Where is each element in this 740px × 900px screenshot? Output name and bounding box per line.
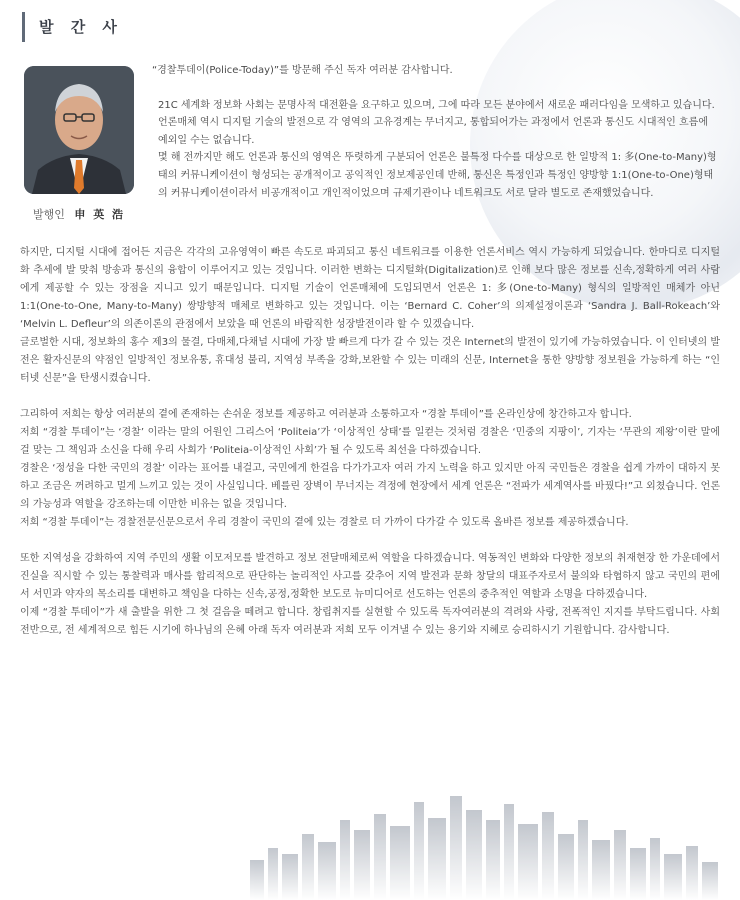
publisher-caption (33, 206, 125, 222)
body-paragraph-4: 저희 “경찰 투데이”는 ‘경찰’ 이라는 말의 어원인 그리스어 ‘Politeia’가 ‘이상적인 상태’를 일컫는 것처럼 경찰은 ‘민중의 지팡이’, 기자는 ‘무관의 제왕’이란 말에 걸 맞는 그 책임과 소신을 다해 우리 사회가 ‘Politeia-이상적인 사회’가 될 수 있도록 최선을 다하겠습니다. (20, 427, 720, 456)
greeting-text: “경찰투데이(Police-Today)”를 방문해 주신 독자 여러분 감사합니다. (152, 65, 453, 76)
intro-paragraph-1: 21C 세계화 정보화 사회는 문명사적 대전환을 요구하고 있으며, 그에 따라 모든 분야에서 새로운 패러다임을 모색하고 있습니다. 언론매체 역시 디지털 기술의 발전으로 각 영역의 고유경계는 무너지고, 통합되어가는 과정에서 언론과 통신도 시대적인 흐름에 예외일 수는 없습니다. (158, 99, 715, 146)
portrait-illustration (24, 66, 134, 194)
intro-section (150, 62, 720, 202)
body-paragraph-6: 저희 “경찰 투데이”는 경찰전문신문으로서 우리 경찰이 국민의 곁에 있는 경찰로 더 가까이 다가갈 수 있도록 올바른 정보를 제공하겠습니다. (20, 517, 629, 528)
body-paragraph-2: 글로벌한 시대, 정보화의 홍수 제3의 물결, 다매체,다채널 시대에 가장 발 빠르게 다가 갈 수 있는 것은 Internet의 발전이 있기에 가능하였습니다. 이 인터넷의 발전은 활자신문의 약점인 일방적인 정보유통, 휴대성 불리, 지역성 부족을 강화,보완할 수 있는 미래의 신문, Internet을 통한 양방향 정보원을 가능하게 하는 “인터넷 신문”을 탄생시켰습니다. (20, 337, 720, 384)
body-paragraph-1: 하지만, 디지털 시대에 접어든 지금은 각각의 고유영역이 빠른 속도로 파괴되고 통신 네트워크를 이용한 언론서비스 역시 가능하게 되었습니다. 한마디로 디지털화 추세에 발 맞춰 방송과 통신의 융합이 이루어지고 있는 것입니다. 이러한 변화는 디지털화(Digitalization)로 인해 보다 많은 정보를 신속,정확하게 여러 사람에게 제공할 수 있는 장점을 지니고 있기 때문입니다. 디지털 기술이 언론매체에 도입되면서 언론은 1: 多(One-to-Many) 형식의 일방적인 매체가 아닌 1:1(One-to-One, Many-to-Many) 쌍방향적 매체로 변화하고 있는 것입니다. 이는 ‘Bernard C. Coher’의 의제설정이론과 ‘Sandra J. Ball-Rokeach’와 ‘Melvin L. Defleur’의 의존이론의 관점에서 보았을 때 언론의 바람직한 성장발전이라 할 수 있겠습니다. (20, 247, 720, 330)
body-paragraph-5: 경찰은 ‘정성을 다한 국민의 경찰’ 이라는 표어를 내걸고, 국민에게 한걸음 다가가고자 여러 가지 노력을 하고 있지만 아직 국민들은 경찰을 쉽게 가까이 대하지 못하고 조금은 꺼려하고 멀게 느끼고 있는 것이 사실입니다. 베를린 장벽이 무너지는 격정에 현장에서 세계 언론은 “전파가 세계역사를 바꿨다!”고 외쳤습니다. 언론의 가능성과 역할을 강조하는데 이만한 비유는 없을 것입니다. (20, 463, 720, 510)
publisher-name: 申 英 浩 (74, 208, 126, 221)
body-section (20, 244, 720, 640)
body-paragraph-3: 그리하여 저희는 항상 여러분의 곁에 존재하는 손쉬운 정보를 제공하고 여러분과 소통하고자 “경찰 투데이”를 온라인상에 창간하고자 합니다. (20, 409, 632, 420)
intro-paragraph-2: 몇 해 전까지만 해도 언론과 통신의 영역은 뚜렷하게 구분되어 언론은 불특정 다수를 대상으로 한 일방적 1: 多(One-to-Many)형태의 커뮤니케이션이 형성되는 공개적이고 공익적인 정보제공인데 반해, 통신은 특정인과 특정인 양방향 1:1(One-to-One)형태의 커뮤니케이션이라서 비공개적이고 개인적이었으며 규제기관이나 네트워크도 서로 달라 별도로 존재했었습니다. (158, 152, 717, 199)
publisher-role: 발행인 (33, 208, 65, 221)
publisher-photo (24, 66, 134, 194)
section-header (22, 12, 123, 42)
body-paragraph-8: 이제 “경찰 투데이”가 새 출발을 위한 그 첫 걸음을 떼려고 합니다. 창립취지를 실현할 수 있도록 독자여러분의 격려와 사랑, 전폭적인 지지를 부탁드립니다. 사회 전반으로, 전 세계적으로 힘든 시기에 하나님의 은혜 아래 독자 여러분과 저희 모두 이겨낼 수 있는 용기와 지혜로 승리하시기 기원합니다. 감사합니다. (20, 607, 720, 636)
page-title: 발 간 사 (39, 18, 123, 36)
body-paragraph-7: 또한 지역성을 강화하여 지역 주민의 생활 이모저모를 발견하고 정보 전달매체로써 역할을 다하겠습니다. 역동적인 변화와 다양한 정보의 취재현장 한 가운데에서 진실을 직시할 수 있는 통찰력과 매사를 합리적으로 판단하는 놀리적인 사고를 갖추어 지역 발전과 문화 창달의 대표주자로서 불의와 타협하지 않고 국민의 편에서 서민과 약자의 목소리를 대변하고 책임을 다하는 신속,공정,정확한 보도로 뉴미디어로 선도하는 언론의 중추적인 역할과 소명을 다하겠습니다. (20, 553, 720, 600)
city-skyline-illustration (230, 790, 740, 900)
